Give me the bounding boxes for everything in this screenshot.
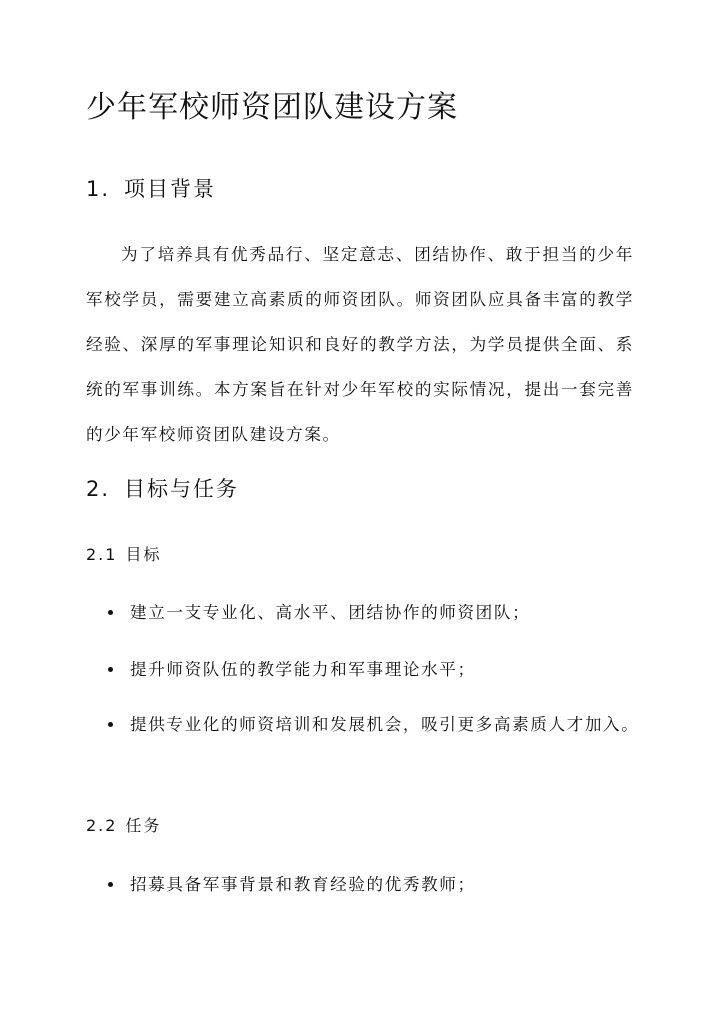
section-number: 2. (86, 477, 111, 501)
subsection-number: 2.2 (86, 816, 118, 835)
bullet-dot (108, 882, 113, 887)
section-number: 1. (86, 177, 111, 201)
section-heading-2 (86, 474, 239, 504)
bullet-dot (108, 667, 113, 672)
list-item-text: 建立一支专业化、高水平、团结协作的师资团队； (130, 603, 531, 622)
subsection-number: 2.1 (86, 545, 118, 564)
subsection-title: 目标 (125, 545, 162, 564)
subsection-title: 任务 (125, 816, 162, 835)
list-item (108, 589, 660, 637)
list-item (108, 861, 660, 909)
list-item-text: 提供专业化的师资培训和发展机会，吸引更多高素质人才加入。 (130, 715, 640, 734)
bullet-dot (108, 610, 113, 615)
bullet-dot (108, 722, 113, 727)
document-title: 少年军校师资团队建设方案 (86, 90, 458, 125)
list-item-text: 提升师资队伍的教学能力和军事理论水平； (130, 660, 476, 679)
section-title: 项目背景 (124, 177, 217, 201)
section-title: 目标与任务 (124, 477, 240, 501)
background-paragraph: 为了培养具有优秀品行、坚定意志、团结协作、敢于担当的少年军校学员，需要建立高素质的师资团队。师资团队应具备丰富的教学经验、深厚的军事理论知识和良好的教学方法，为学员提供全面、系统的军事训练。本方案旨在针对少年军校的实际情况，提出一套完善的少年军校师资团队建设方案。 (86, 245, 634, 444)
subsection-heading-2-2 (86, 814, 161, 838)
section-heading-1 (86, 174, 216, 204)
subsection-heading-2-1 (86, 543, 161, 567)
list-item (108, 646, 660, 694)
list-item (108, 701, 640, 749)
list-item-text: 招募具备军事背景和教育经验的优秀教师； (130, 875, 476, 894)
